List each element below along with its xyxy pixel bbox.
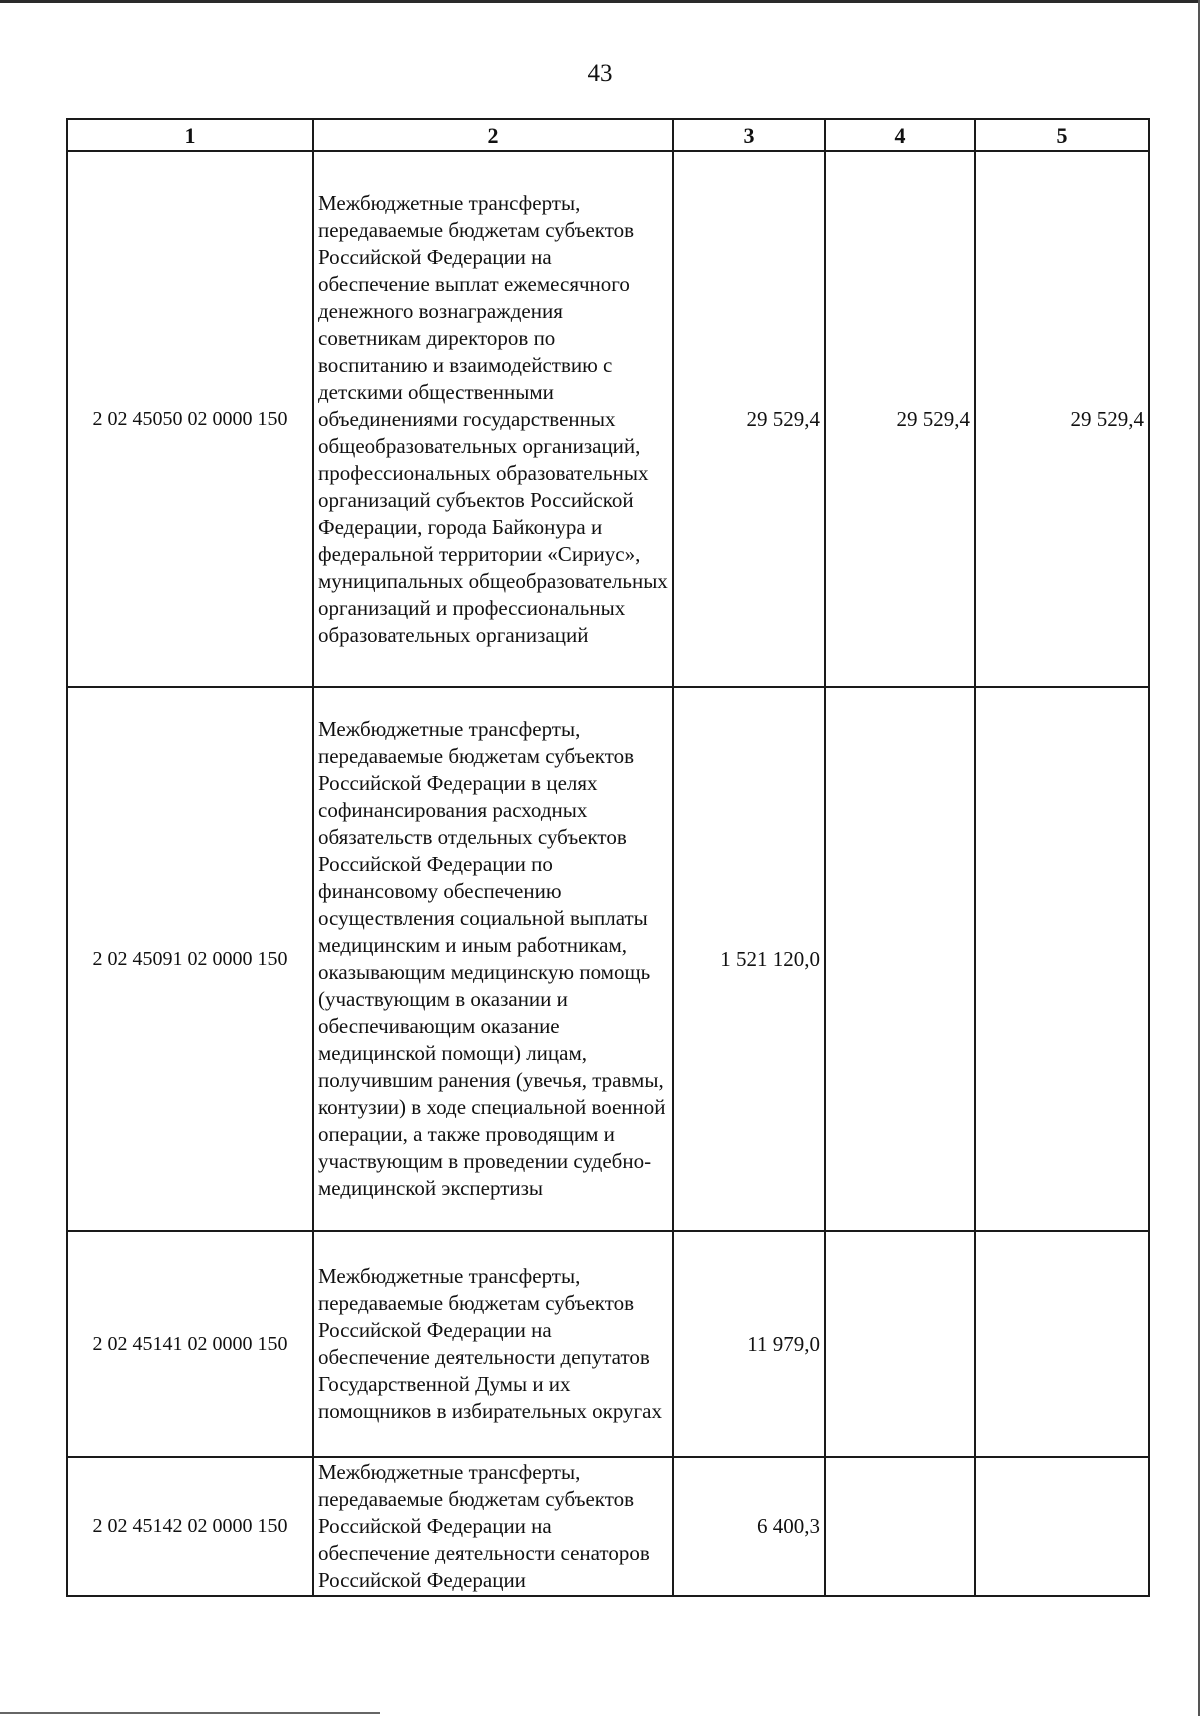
amount-col4-cell	[825, 1231, 975, 1457]
budget-code-cell: 2 02 45141 02 0000 150	[67, 1231, 313, 1457]
amount-col3-cell: 29 529,4	[673, 151, 825, 687]
description-cell: Межбюджетные трансферты, передаваемые бюджетам субъектов Российской Федерации в целях софинансирования расходных обязательств отдельных субъектов Российской Федерации по финансовому обеспечению осуществления социальной выплаты медицинским и иным работникам, оказывающим медицинскую помощь (участвующим в оказании и обеспечивающим оказание медицинской помощи) лицам, получившим ранения (увечья, травмы, контузии) в ходе специальной военной операции, а также проводящим и участвующим в проведении судебно-медицинской экспертизы	[313, 687, 673, 1231]
amount-col4-cell: 29 529,4	[825, 151, 975, 687]
budget-code-cell: 2 02 45091 02 0000 150	[67, 687, 313, 1231]
amount-col5-cell	[975, 1231, 1149, 1457]
description-cell: Межбюджетные трансферты, передаваемые бюджетам субъектов Российской Федерации на обеспечение деятельности депутатов Государственной Думы и их помощников в избирательных округах	[313, 1231, 673, 1457]
amount-col4-cell	[825, 687, 975, 1231]
header-cell-3: 3	[673, 119, 825, 151]
table-row	[67, 1457, 1149, 1596]
budget-code-cell: 2 02 45050 02 0000 150	[67, 151, 313, 687]
table-row	[67, 151, 1149, 687]
budget-code-cell: 2 02 45142 02 0000 150	[67, 1457, 313, 1596]
table-row	[67, 1231, 1149, 1457]
header-cell-4: 4	[825, 119, 975, 151]
amount-col3-cell: 1 521 120,0	[673, 687, 825, 1231]
scan-edge-bottom	[0, 1712, 380, 1714]
header-cell-5: 5	[975, 119, 1149, 151]
amount-col3-cell: 11 979,0	[673, 1231, 825, 1457]
amount-col5-cell	[975, 1457, 1149, 1596]
header-cell-2: 2	[313, 119, 673, 151]
amount-col5-cell: 29 529,4	[975, 151, 1149, 687]
table-row	[67, 687, 1149, 1231]
description-cell: Межбюджетные трансферты, передаваемые бюджетам субъектов Российской Федерации на обеспечение деятельности сенаторов Российской Федерации	[313, 1457, 673, 1596]
page-number: 43	[587, 60, 613, 87]
description-cell: Межбюджетные трансферты, передаваемые бюджетам субъектов Российской Федерации на обеспечение выплат ежемесячного денежного вознаграждения советникам директоров по воспитанию и взаимодействию с детскими общественными объединениями государственных общеобразовательных организаций, профессиональных образовательных организаций субъектов Российской Федерации, города Байконура и федеральной территории «Сириус», муниципальных общеобразовательных организаций и профессиональных образовательных организаций	[313, 151, 673, 687]
header-cell-1: 1	[67, 119, 313, 151]
header-row	[67, 119, 1149, 151]
amount-col4-cell	[825, 1457, 975, 1596]
scan-edge-top	[0, 0, 1200, 3]
amount-col3-cell: 6 400,3	[673, 1457, 825, 1596]
budget-table	[66, 118, 1150, 1597]
amount-col5-cell	[975, 687, 1149, 1231]
